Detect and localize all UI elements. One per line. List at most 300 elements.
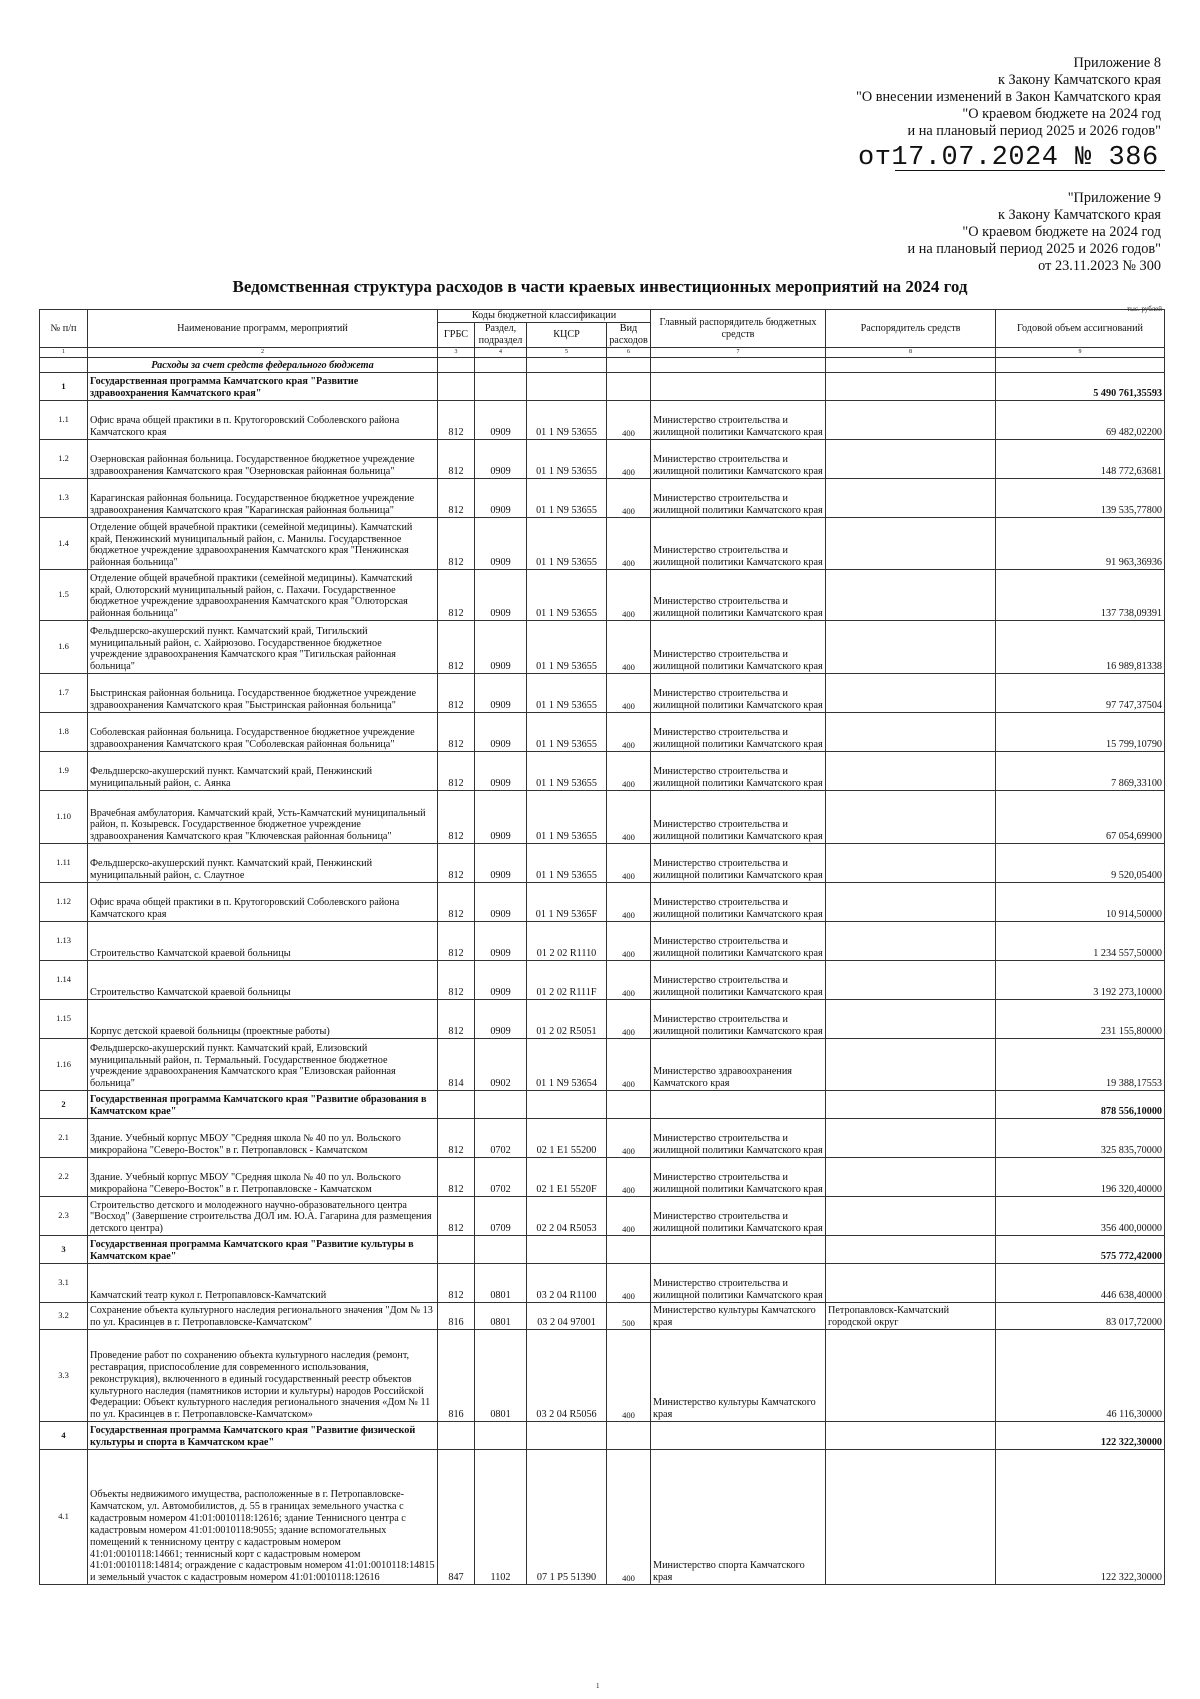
table-row	[40, 440, 1165, 479]
row-vid	[607, 1236, 651, 1264]
row-kcsr: 01 1 N9 53655	[527, 752, 607, 791]
row-grbs	[438, 1091, 475, 1119]
row-kcsr: 02 1 E1 5520F	[527, 1158, 607, 1197]
row-chief-manager: Министерство строительства и жилищной политики Камчатского края	[651, 961, 826, 1000]
table-row	[40, 1039, 1165, 1091]
col-header-name: Наименование программ, мероприятий	[88, 310, 438, 348]
table-row	[40, 1119, 1165, 1158]
column-number: 1	[40, 348, 88, 358]
row-name: Строительство Камчатской краевой больницы	[88, 922, 438, 961]
header-line: к Закону Камчатского края	[997, 72, 1161, 88]
row-number: 1.6	[40, 621, 88, 674]
row-value: 69 482,02200	[996, 401, 1165, 440]
row-vid	[607, 1091, 651, 1119]
row-kcsr: 01 2 02 R5051	[527, 1000, 607, 1039]
section-title: Расходы за счет средств федерального бюджета	[88, 358, 438, 373]
row-value: 46 116,30000	[996, 1330, 1165, 1422]
row-grbs: 812	[438, 1197, 475, 1236]
row-manager	[826, 1000, 996, 1039]
row-vid: 400	[607, 1450, 651, 1585]
row-number: 4.1	[40, 1450, 88, 1585]
row-name: Фельдшерско-акушерский пункт. Камчатский край, Тигильский муниципальный район, с. Хайрюзово. Государственное бюджетное учреждение здравоохранения Камчатского края "Тигильская районная больница"	[88, 621, 438, 674]
date-number-stamp: от17.07.2024 № 386	[858, 143, 1159, 173]
row-grbs: 812	[438, 1264, 475, 1303]
row-grbs: 812	[438, 752, 475, 791]
row-chief-manager: Министерство строительства и жилищной политики Камчатского края	[651, 1158, 826, 1197]
row-vid: 500	[607, 1303, 651, 1330]
row-vid: 400	[607, 621, 651, 674]
row-grbs: 816	[438, 1303, 475, 1330]
document-title: Ведомственная структура расходов в части краевых инвестиционных мероприятий на 2024 год	[232, 277, 968, 296]
column-number: 6	[607, 348, 651, 358]
col-header-codes: Коды бюджетной классификации	[438, 310, 651, 323]
row-value: 196 320,40000	[996, 1158, 1165, 1197]
row-kcsr	[527, 1091, 607, 1119]
row-manager	[826, 570, 996, 621]
amendment-header	[856, 55, 1161, 140]
col-header-chief: Главный распорядитель бюджетных средств	[651, 310, 826, 348]
row-vid	[607, 373, 651, 401]
row-chief-manager	[651, 1091, 826, 1119]
program-row	[40, 373, 1165, 401]
row-razdel: 0909	[475, 518, 527, 570]
row-chief-manager: Министерство строительства и жилищной политики Камчатского края	[651, 1000, 826, 1039]
row-value: 83 017,72000	[996, 1303, 1165, 1330]
row-vid: 400	[607, 1039, 651, 1091]
row-razdel: 1102	[475, 1450, 527, 1585]
program-row	[40, 1091, 1165, 1119]
row-kcsr: 01 1 N9 53655	[527, 844, 607, 883]
row-razdel: 0909	[475, 713, 527, 752]
row-name: Камчатский театр кукол г. Петропавловск-Камчатский	[88, 1264, 438, 1303]
table-row	[40, 922, 1165, 961]
row-grbs: 812	[438, 518, 475, 570]
row-razdel	[475, 373, 527, 401]
row-grbs: 812	[438, 713, 475, 752]
row-name: Строительство детского и молодежного научно-образовательного центра "Восход" (Завершение строительства ДОЛ им. Ю.А. Гагарина для размещения детского центра)	[88, 1197, 438, 1236]
row-name: Проведение работ по сохранению объекта культурного наследия (ремонт, реставрация, приспособление для современного использования, реконструкция), включенного в единый государственный реестр объектов культурного наследия (памятников истории и культуры) народов Российской Федерации: Объект культурного наследия регионального значения «Дом № 11 по ул. Красинцев в г. Петропавловске-Камчатском»	[88, 1330, 438, 1422]
row-number: 1.15	[40, 1000, 88, 1039]
table-row	[40, 401, 1165, 440]
row-razdel: 0909	[475, 844, 527, 883]
row-chief-manager	[651, 373, 826, 401]
row-manager	[826, 1158, 996, 1197]
row-kcsr: 01 1 N9 53655	[527, 621, 607, 674]
section-cell-empty	[527, 358, 607, 373]
table-row	[40, 1303, 1165, 1330]
row-value: 7 869,33100	[996, 752, 1165, 791]
section-cell-empty	[996, 358, 1165, 373]
row-razdel	[475, 1422, 527, 1450]
table-row	[40, 1000, 1165, 1039]
row-manager	[826, 1236, 996, 1264]
row-vid: 400	[607, 1197, 651, 1236]
row-grbs: 812	[438, 1119, 475, 1158]
row-number: 1.11	[40, 844, 88, 883]
row-chief-manager: Министерство строительства и жилищной политики Камчатского края	[651, 752, 826, 791]
row-value: 10 914,50000	[996, 883, 1165, 922]
row-number: 1.4	[40, 518, 88, 570]
section-cell-empty	[475, 358, 527, 373]
row-value: 91 963,36936	[996, 518, 1165, 570]
row-grbs: 812	[438, 1000, 475, 1039]
row-razdel: 0909	[475, 479, 527, 518]
table-row	[40, 1450, 1165, 1585]
row-manager	[826, 1264, 996, 1303]
row-chief-manager: Министерство строительства и жилищной политики Камчатского края	[651, 440, 826, 479]
row-vid: 400	[607, 401, 651, 440]
section-cell-empty	[40, 358, 88, 373]
row-name: Отделение общей врачебной практики (семейной медицины). Камчатский край, Олюторский муниципальный район, с. Пахачи. Государственное бюджетное учреждение здравоохранения Камчатского края "Олюторская районная больница"	[88, 570, 438, 621]
table-row	[40, 752, 1165, 791]
row-manager	[826, 373, 996, 401]
section-row	[40, 358, 1165, 373]
row-manager	[826, 713, 996, 752]
row-value: 122 322,30000	[996, 1422, 1165, 1450]
row-manager	[826, 1450, 996, 1585]
table-row	[40, 621, 1165, 674]
row-number: 1.12	[40, 883, 88, 922]
row-vid: 400	[607, 844, 651, 883]
row-chief-manager: Министерство здравоохранения Камчатского края	[651, 1039, 826, 1091]
row-grbs: 847	[438, 1450, 475, 1585]
row-vid: 400	[607, 961, 651, 1000]
row-razdel: 0801	[475, 1264, 527, 1303]
row-kcsr: 02 1 E1 55200	[527, 1119, 607, 1158]
row-kcsr	[527, 1422, 607, 1450]
column-number: 2	[88, 348, 438, 358]
row-chief-manager: Министерство строительства и жилищной политики Камчатского края	[651, 1264, 826, 1303]
row-grbs: 812	[438, 922, 475, 961]
row-name: Быстринская районная больница. Государственное бюджетное учреждение здравоохранения Камчатского края "Быстринская районная больница"	[88, 674, 438, 713]
table-row	[40, 883, 1165, 922]
page-number: 1	[596, 1682, 600, 1690]
row-vid: 400	[607, 791, 651, 844]
table-row	[40, 570, 1165, 621]
row-number: 2.3	[40, 1197, 88, 1236]
header-line: и на плановый период 2025 и 2026 годов"	[907, 123, 1161, 139]
row-chief-manager	[651, 1422, 826, 1450]
row-value: 139 535,77800	[996, 479, 1165, 518]
table-row	[40, 713, 1165, 752]
table-row	[40, 479, 1165, 518]
row-razdel	[475, 1236, 527, 1264]
row-name: Фельдшерско-акушерский пункт. Камчатский край, Пенжинский муниципальный район, с. Аянка	[88, 752, 438, 791]
row-name: Государственная программа Камчатского края "Развитие физической культуры и спорта в Камчатском крае"	[88, 1422, 438, 1450]
row-razdel: 0702	[475, 1158, 527, 1197]
row-razdel: 0909	[475, 922, 527, 961]
header-line: к Закону Камчатского края	[997, 207, 1161, 223]
row-kcsr: 01 1 N9 53655	[527, 518, 607, 570]
row-value: 16 989,81338	[996, 621, 1165, 674]
table-row	[40, 791, 1165, 844]
row-value: 231 155,80000	[996, 1000, 1165, 1039]
row-number: 2.1	[40, 1119, 88, 1158]
row-value: 122 322,30000	[996, 1450, 1165, 1585]
column-number: 9	[996, 348, 1165, 358]
row-chief-manager: Министерство строительства и жилищной политики Камчатского края	[651, 570, 826, 621]
row-chief-manager: Министерство строительства и жилищной политики Камчатского края	[651, 883, 826, 922]
table-row	[40, 1197, 1165, 1236]
row-manager	[826, 1119, 996, 1158]
row-name: Сохранение объекта культурного наследия регионального значения "Дом № 13 по ул. Красинцев в г. Петропавловске-Камчатском"	[88, 1303, 438, 1330]
row-chief-manager: Министерство строительства и жилищной политики Камчатского края	[651, 479, 826, 518]
row-kcsr: 01 2 02 R1110	[527, 922, 607, 961]
section-cell-empty	[826, 358, 996, 373]
row-value: 1 234 557,50000	[996, 922, 1165, 961]
header-line: "Приложение 9	[1067, 190, 1161, 206]
row-chief-manager	[651, 1236, 826, 1264]
row-manager	[826, 752, 996, 791]
row-kcsr: 01 1 N9 5365F	[527, 883, 607, 922]
row-grbs: 812	[438, 883, 475, 922]
row-vid: 400	[607, 570, 651, 621]
row-kcsr	[527, 373, 607, 401]
row-kcsr: 07 1 P5 51390	[527, 1450, 607, 1585]
row-chief-manager: Министерство строительства и жилищной политики Камчатского края	[651, 922, 826, 961]
row-value: 137 738,09391	[996, 570, 1165, 621]
row-name: Соболевская районная больница. Государственное бюджетное учреждение здравоохранения Камчатского края "Соболевская районная больница"	[88, 713, 438, 752]
row-chief-manager: Министерство строительства и жилищной политики Камчатского края	[651, 844, 826, 883]
row-vid: 400	[607, 883, 651, 922]
row-vid: 400	[607, 1000, 651, 1039]
row-grbs: 816	[438, 1330, 475, 1422]
row-number: 1.3	[40, 479, 88, 518]
stamp-underline	[895, 170, 1165, 171]
row-razdel: 0909	[475, 440, 527, 479]
row-value: 67 054,69900	[996, 791, 1165, 844]
row-grbs: 812	[438, 1158, 475, 1197]
row-name: Здание. Учебный корпус МБОУ "Средняя школа № 40 по ул. Вольского микрорайона "Северо-Восток" в г. Петропавловске - Камчатском	[88, 1158, 438, 1197]
row-chief-manager: Министерство культуры Камчатского края	[651, 1330, 826, 1422]
row-number: 3.1	[40, 1264, 88, 1303]
row-razdel: 0909	[475, 961, 527, 1000]
row-number: 1.2	[40, 440, 88, 479]
row-number: 1.7	[40, 674, 88, 713]
row-name: Карагинская районная больница. Государственное бюджетное учреждение здравоохранения Камчатского края "Карагинская районная больница"	[88, 479, 438, 518]
row-grbs: 812	[438, 674, 475, 713]
table-row	[40, 518, 1165, 570]
header-line: Приложение 8	[1073, 55, 1161, 71]
row-kcsr: 03 2 04 R1100	[527, 1264, 607, 1303]
row-kcsr: 01 1 N9 53655	[527, 570, 607, 621]
row-number: 3.2	[40, 1303, 88, 1330]
column-number: 4	[475, 348, 527, 358]
row-number: 1.10	[40, 791, 88, 844]
row-value: 15 799,10790	[996, 713, 1165, 752]
row-grbs: 812	[438, 844, 475, 883]
row-manager	[826, 883, 996, 922]
row-grbs: 812	[438, 440, 475, 479]
row-kcsr: 01 1 N9 53655	[527, 479, 607, 518]
row-manager	[826, 401, 996, 440]
row-chief-manager: Министерство строительства и жилищной политики Камчатского края	[651, 791, 826, 844]
row-number: 2	[40, 1091, 88, 1119]
row-name: Фельдшерско-акушерский пункт. Камчатский край, Пенжинский муниципальный район, с. Слаутное	[88, 844, 438, 883]
row-vid: 400	[607, 674, 651, 713]
row-name: Государственная программа Камчатского края "Развитие образования в Камчатском крае"	[88, 1091, 438, 1119]
row-manager: Петропавловск-Камчатский городской округ	[826, 1303, 996, 1330]
row-value: 3 192 273,10000	[996, 961, 1165, 1000]
row-kcsr: 03 2 04 97001	[527, 1303, 607, 1330]
row-grbs	[438, 1236, 475, 1264]
expenditure-table	[39, 309, 1165, 1585]
row-razdel: 0909	[475, 883, 527, 922]
col-header-manager: Распорядитель средств	[826, 310, 996, 348]
row-razdel: 0801	[475, 1303, 527, 1330]
row-razdel: 0909	[475, 1000, 527, 1039]
column-number-row	[40, 348, 1165, 358]
row-name: Государственная программа Камчатского края "Развитие здравоохранения Камчатского края"	[88, 373, 438, 401]
original-appendix-header	[907, 190, 1161, 275]
table-body	[40, 348, 1165, 1585]
row-manager	[826, 479, 996, 518]
row-value: 446 638,40000	[996, 1264, 1165, 1303]
row-value: 19 388,17553	[996, 1039, 1165, 1091]
header-line: "О внесении изменений в Закон Камчатского края	[856, 89, 1161, 105]
row-grbs	[438, 1422, 475, 1450]
row-name: Врачебная амбулатория. Камчатский край, Усть-Камчатский муниципальный район, п. Козыревск. Государственное бюджетное учреждение здравоохранения Камчатского края "Ключевская районная больница"	[88, 791, 438, 844]
row-vid: 400	[607, 1330, 651, 1422]
row-number: 1.14	[40, 961, 88, 1000]
row-grbs	[438, 373, 475, 401]
program-row	[40, 1422, 1165, 1450]
row-value: 325 835,70000	[996, 1119, 1165, 1158]
row-chief-manager: Министерство строительства и жилищной политики Камчатского края	[651, 401, 826, 440]
row-number: 3.3	[40, 1330, 88, 1422]
row-kcsr: 01 1 N9 53654	[527, 1039, 607, 1091]
row-number: 1.9	[40, 752, 88, 791]
row-manager	[826, 922, 996, 961]
row-number: 1	[40, 373, 88, 401]
row-grbs: 812	[438, 791, 475, 844]
row-chief-manager: Министерство строительства и жилищной политики Камчатского края	[651, 713, 826, 752]
row-value: 356 400,00000	[996, 1197, 1165, 1236]
row-razdel: 0909	[475, 752, 527, 791]
row-value: 5 490 761,35593	[996, 373, 1165, 401]
program-row	[40, 1236, 1165, 1264]
row-kcsr: 01 1 N9 53655	[527, 791, 607, 844]
row-name: Строительство Камчатской краевой больницы	[88, 961, 438, 1000]
row-kcsr	[527, 1236, 607, 1264]
row-manager	[826, 440, 996, 479]
row-value: 9 520,05400	[996, 844, 1165, 883]
row-kcsr: 01 1 N9 53655	[527, 674, 607, 713]
row-chief-manager: Министерство культуры Камчатского края	[651, 1303, 826, 1330]
col-header-kcsr: КЦСР	[527, 323, 607, 348]
row-razdel: 0909	[475, 621, 527, 674]
row-razdel: 0909	[475, 401, 527, 440]
table-row	[40, 961, 1165, 1000]
row-name: Здание. Учебный корпус МБОУ "Средняя школа № 40 по ул. Вольского микрорайона "Северо-Восток" в г. Петропавловск - Камчатском	[88, 1119, 438, 1158]
row-number: 1.1	[40, 401, 88, 440]
row-name: Офис врача общей практики в п. Крутогоровский Соболевского района Камчатского края	[88, 401, 438, 440]
col-header-no: № п/п	[40, 310, 88, 348]
row-razdel: 0702	[475, 1119, 527, 1158]
row-number: 1.8	[40, 713, 88, 752]
row-vid: 400	[607, 479, 651, 518]
row-kcsr: 03 2 04 R5056	[527, 1330, 607, 1422]
row-value: 148 772,63681	[996, 440, 1165, 479]
row-vid: 400	[607, 713, 651, 752]
row-name: Отделение общей врачебной практики (семейной медицины). Камчатский край, Пенжинский муниципальный район, с. Манилы. Государственное бюджетное учреждение здравоохранения Камчатского края "Пенжинская районная больница"	[88, 518, 438, 570]
row-chief-manager: Министерство строительства и жилищной политики Камчатского края	[651, 1197, 826, 1236]
row-vid: 400	[607, 1264, 651, 1303]
row-razdel: 0909	[475, 570, 527, 621]
col-header-value: Годовой объем ассигнований	[996, 310, 1165, 348]
row-number: 2.2	[40, 1158, 88, 1197]
row-grbs: 812	[438, 570, 475, 621]
row-grbs: 812	[438, 961, 475, 1000]
section-cell-empty	[438, 358, 475, 373]
row-chief-manager: Министерство строительства и жилищной политики Камчатского края	[651, 1119, 826, 1158]
row-razdel: 0801	[475, 1330, 527, 1422]
table-row	[40, 1330, 1165, 1422]
row-manager	[826, 961, 996, 1000]
row-vid	[607, 1422, 651, 1450]
row-kcsr: 01 2 02 R111F	[527, 961, 607, 1000]
row-vid: 400	[607, 440, 651, 479]
col-header-grbs: ГРБС	[438, 323, 475, 348]
row-name: Корпус детской краевой больницы (проектные работы)	[88, 1000, 438, 1039]
row-manager	[826, 1091, 996, 1119]
row-chief-manager: Министерство строительства и жилищной политики Камчатского края	[651, 674, 826, 713]
row-kcsr: 01 1 N9 53655	[527, 401, 607, 440]
column-number: 3	[438, 348, 475, 358]
row-chief-manager: Министерство строительства и жилищной политики Камчатского края	[651, 621, 826, 674]
row-name: Офис врача общей практики в п. Крутогоровский Соболевского района Камчатского края	[88, 883, 438, 922]
header-line: от 23.11.2023 № 300	[1038, 258, 1161, 274]
row-value: 878 556,10000	[996, 1091, 1165, 1119]
row-manager	[826, 674, 996, 713]
row-manager	[826, 1039, 996, 1091]
section-cell-empty	[607, 358, 651, 373]
header-line: и на плановый период 2025 и 2026 годов"	[907, 241, 1161, 257]
row-name: Озерновская районная больница. Государственное бюджетное учреждение здравоохранения Камчатского края "Озерновская районная больница"	[88, 440, 438, 479]
row-vid: 400	[607, 922, 651, 961]
row-manager	[826, 1330, 996, 1422]
row-name: Государственная программа Камчатского края "Развитие культуры в Камчатском крае"	[88, 1236, 438, 1264]
row-razdel	[475, 1091, 527, 1119]
unit-label: тыс. рублей	[1127, 305, 1162, 313]
column-number: 8	[826, 348, 996, 358]
row-razdel: 0902	[475, 1039, 527, 1091]
row-manager	[826, 518, 996, 570]
row-value: 97 747,37504	[996, 674, 1165, 713]
col-header-vid: Вид расходов	[607, 323, 651, 348]
row-manager	[826, 621, 996, 674]
row-manager	[826, 1197, 996, 1236]
row-kcsr: 02 2 04 R5053	[527, 1197, 607, 1236]
row-chief-manager: Министерство строительства и жилищной политики Камчатского края	[651, 518, 826, 570]
row-razdel: 0909	[475, 791, 527, 844]
row-grbs: 812	[438, 479, 475, 518]
section-cell-empty	[651, 358, 826, 373]
row-vid: 400	[607, 752, 651, 791]
row-vid: 400	[607, 518, 651, 570]
table-row	[40, 1264, 1165, 1303]
row-kcsr: 01 1 N9 53655	[527, 440, 607, 479]
header-line: "О краевом бюджете на 2024 год	[962, 106, 1161, 122]
row-razdel: 0909	[475, 674, 527, 713]
column-number: 7	[651, 348, 826, 358]
col-header-razdel: Раздел, подраздел	[475, 323, 527, 348]
row-vid: 400	[607, 1158, 651, 1197]
row-number: 1.13	[40, 922, 88, 961]
table-row	[40, 1158, 1165, 1197]
column-number: 5	[527, 348, 607, 358]
row-grbs: 814	[438, 1039, 475, 1091]
